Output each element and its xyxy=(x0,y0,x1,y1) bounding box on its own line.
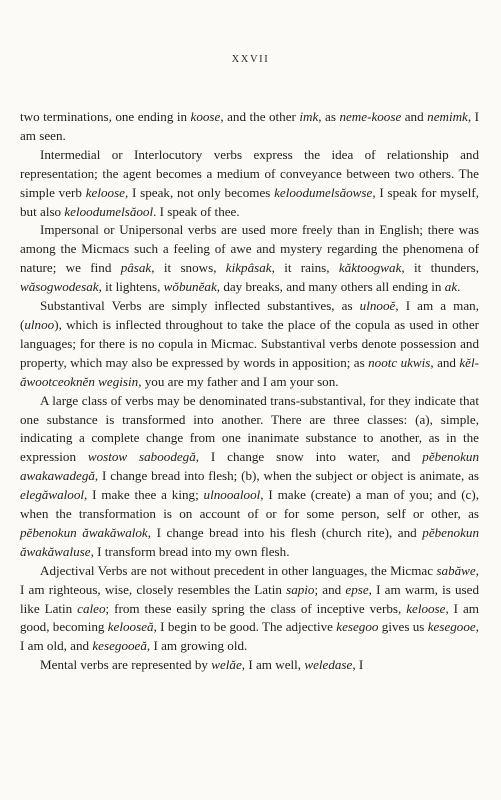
italic-term: kesegoo xyxy=(336,619,379,635)
text-run: , and xyxy=(430,354,460,370)
text-run: , it rains, xyxy=(271,260,339,276)
text-run: Impersonal or Unipersonal verbs are used more freely than in English; there was among the Micmacs such a feeling of awe and mystery regarding the phenomena of nature; we find xyxy=(20,222,479,276)
text-run: , I transform bread into my own flesh. xyxy=(90,543,290,559)
text-run: , I am warm, is used like Latin xyxy=(20,581,479,616)
italic-term: pâsak xyxy=(120,260,152,276)
text-run: . xyxy=(457,279,461,295)
italic-term: pĕbenokun ăwakăwalok xyxy=(20,524,148,540)
text-run: , I speak for myself, but also xyxy=(20,184,479,219)
paragraph xyxy=(20,297,479,392)
italic-term: ulnooĕ xyxy=(359,298,396,314)
body-text xyxy=(20,108,479,675)
italic-term: caleo xyxy=(77,600,106,616)
italic-term: kikpâsak xyxy=(225,260,272,276)
italic-term: kelooseă xyxy=(107,619,154,635)
italic-term: kĕl-ăwootceoknĕn wegisin xyxy=(20,354,479,389)
italic-term: epse xyxy=(345,581,369,597)
text-run: Mental verbs are represented by xyxy=(40,657,212,673)
italic-term: nemimk xyxy=(427,109,468,124)
italic-term: kesegooeă xyxy=(92,638,147,654)
italic-term: elegăwalool xyxy=(20,487,85,503)
text-run: , and the other xyxy=(220,109,300,124)
italic-term: ak xyxy=(444,279,458,295)
text-run: , I make (create) a man of you; and (c), when the transformation is on account of or for some person, self or other, as xyxy=(20,487,479,522)
text-run: , I change bread into his flesh (church rite), and xyxy=(147,524,423,540)
italic-term: ulnoo xyxy=(24,316,55,332)
text-run: Adjectival Verbs are not without precedent in other languages, the Micmac xyxy=(40,562,437,578)
text-run: , I am good, becoming xyxy=(20,600,479,635)
italic-term: sabăwe xyxy=(436,562,476,578)
italic-term: wăsogwodesak xyxy=(20,279,99,295)
paragraph xyxy=(20,562,479,657)
italic-term: pĕbenokun ăwakăwaluse xyxy=(20,524,479,559)
italic-term: welăe xyxy=(211,657,242,673)
text-run: , I am a man, ( xyxy=(20,298,479,332)
text-run: , it snows, xyxy=(151,260,226,276)
italic-term: imk xyxy=(299,109,319,124)
text-run: , I am old, and xyxy=(20,619,479,654)
text-run: , I am seen. xyxy=(20,109,479,143)
italic-term: kăktoogwak xyxy=(338,260,402,276)
italic-term: kesegooe xyxy=(427,619,476,635)
text-run: , I xyxy=(352,657,364,673)
italic-term: wostow saboodegă xyxy=(87,449,196,465)
text-run: , I begin to be good. The adjective xyxy=(153,619,337,635)
text-run: , it thunders, xyxy=(401,260,479,276)
text-run: , as xyxy=(318,109,340,124)
italic-term: wŏbunĕak xyxy=(163,279,217,295)
italic-term: nootc ukwis xyxy=(368,354,431,370)
italic-term: keloodumelsăool xyxy=(64,203,154,219)
italic-term: pĕbenokun awakawadegă xyxy=(20,449,480,484)
page-number: XXVII xyxy=(231,54,270,65)
text-run: , day breaks, and many others all ending in xyxy=(216,279,445,295)
text-run: , I am righteous, wise, closely resembles the Latin xyxy=(20,562,479,597)
text-run: , I change bread into flesh; (b), when the subject or object is animate, as xyxy=(94,468,479,484)
paragraph xyxy=(20,108,479,146)
text-run: , it lightens, xyxy=(98,279,164,295)
italic-term: keloodumelsăowse xyxy=(274,184,373,200)
text-run: . I speak of thee. xyxy=(153,203,240,219)
text-run: ; and xyxy=(314,581,346,597)
paragraph xyxy=(20,656,479,675)
text-run: , I speak, not only becomes xyxy=(124,184,275,200)
italic-term: koose xyxy=(190,109,221,124)
text-run: ; from these easily spring the class of inceptive verbs, xyxy=(105,600,407,616)
text-run: , I make thee a king; xyxy=(84,487,204,503)
italic-term: sapio xyxy=(286,581,315,597)
text-run: , you are my father and I am your son. xyxy=(138,373,339,389)
text-run: , I change snow into water, and xyxy=(195,449,423,465)
text-run: A large class of verbs may be denominated trans-substantival, for they indicate that one substance is transformed into another. There are three classes: (a), simple, indicating a complete change from one inanimate substance to another, as in the expression xyxy=(20,392,479,465)
text-run: and xyxy=(401,109,428,124)
text-run: , I am growing old. xyxy=(146,638,248,654)
paragraph xyxy=(20,146,479,222)
italic-term: weledase xyxy=(304,657,353,673)
paragraph xyxy=(20,392,479,562)
paragraph xyxy=(20,221,479,297)
text-run: gives us xyxy=(378,619,428,635)
text-run: , I am well, xyxy=(241,657,305,673)
italic-term: neme-koose xyxy=(339,109,402,124)
italic-term: ulnooalool xyxy=(203,487,261,503)
text-run: Substantival Verbs are simply inflected substantives, as xyxy=(40,298,360,314)
italic-term: keloose xyxy=(85,184,125,200)
text-run: Intermedial or Interlocutory verbs express the idea of relationship and representation; the agent becomes a medium of conveyance between two others. The simple verb xyxy=(20,146,479,200)
text-run: ), which is inflected throughout to take the place of the copula as used in other languages; for there is no copula in Micmac. Substantival verbs denote possession and property, which may also be expressed by words in apposition; as xyxy=(20,316,479,370)
italic-term: keloose xyxy=(406,600,446,616)
text-run: two terminations, one ending in xyxy=(20,109,191,124)
